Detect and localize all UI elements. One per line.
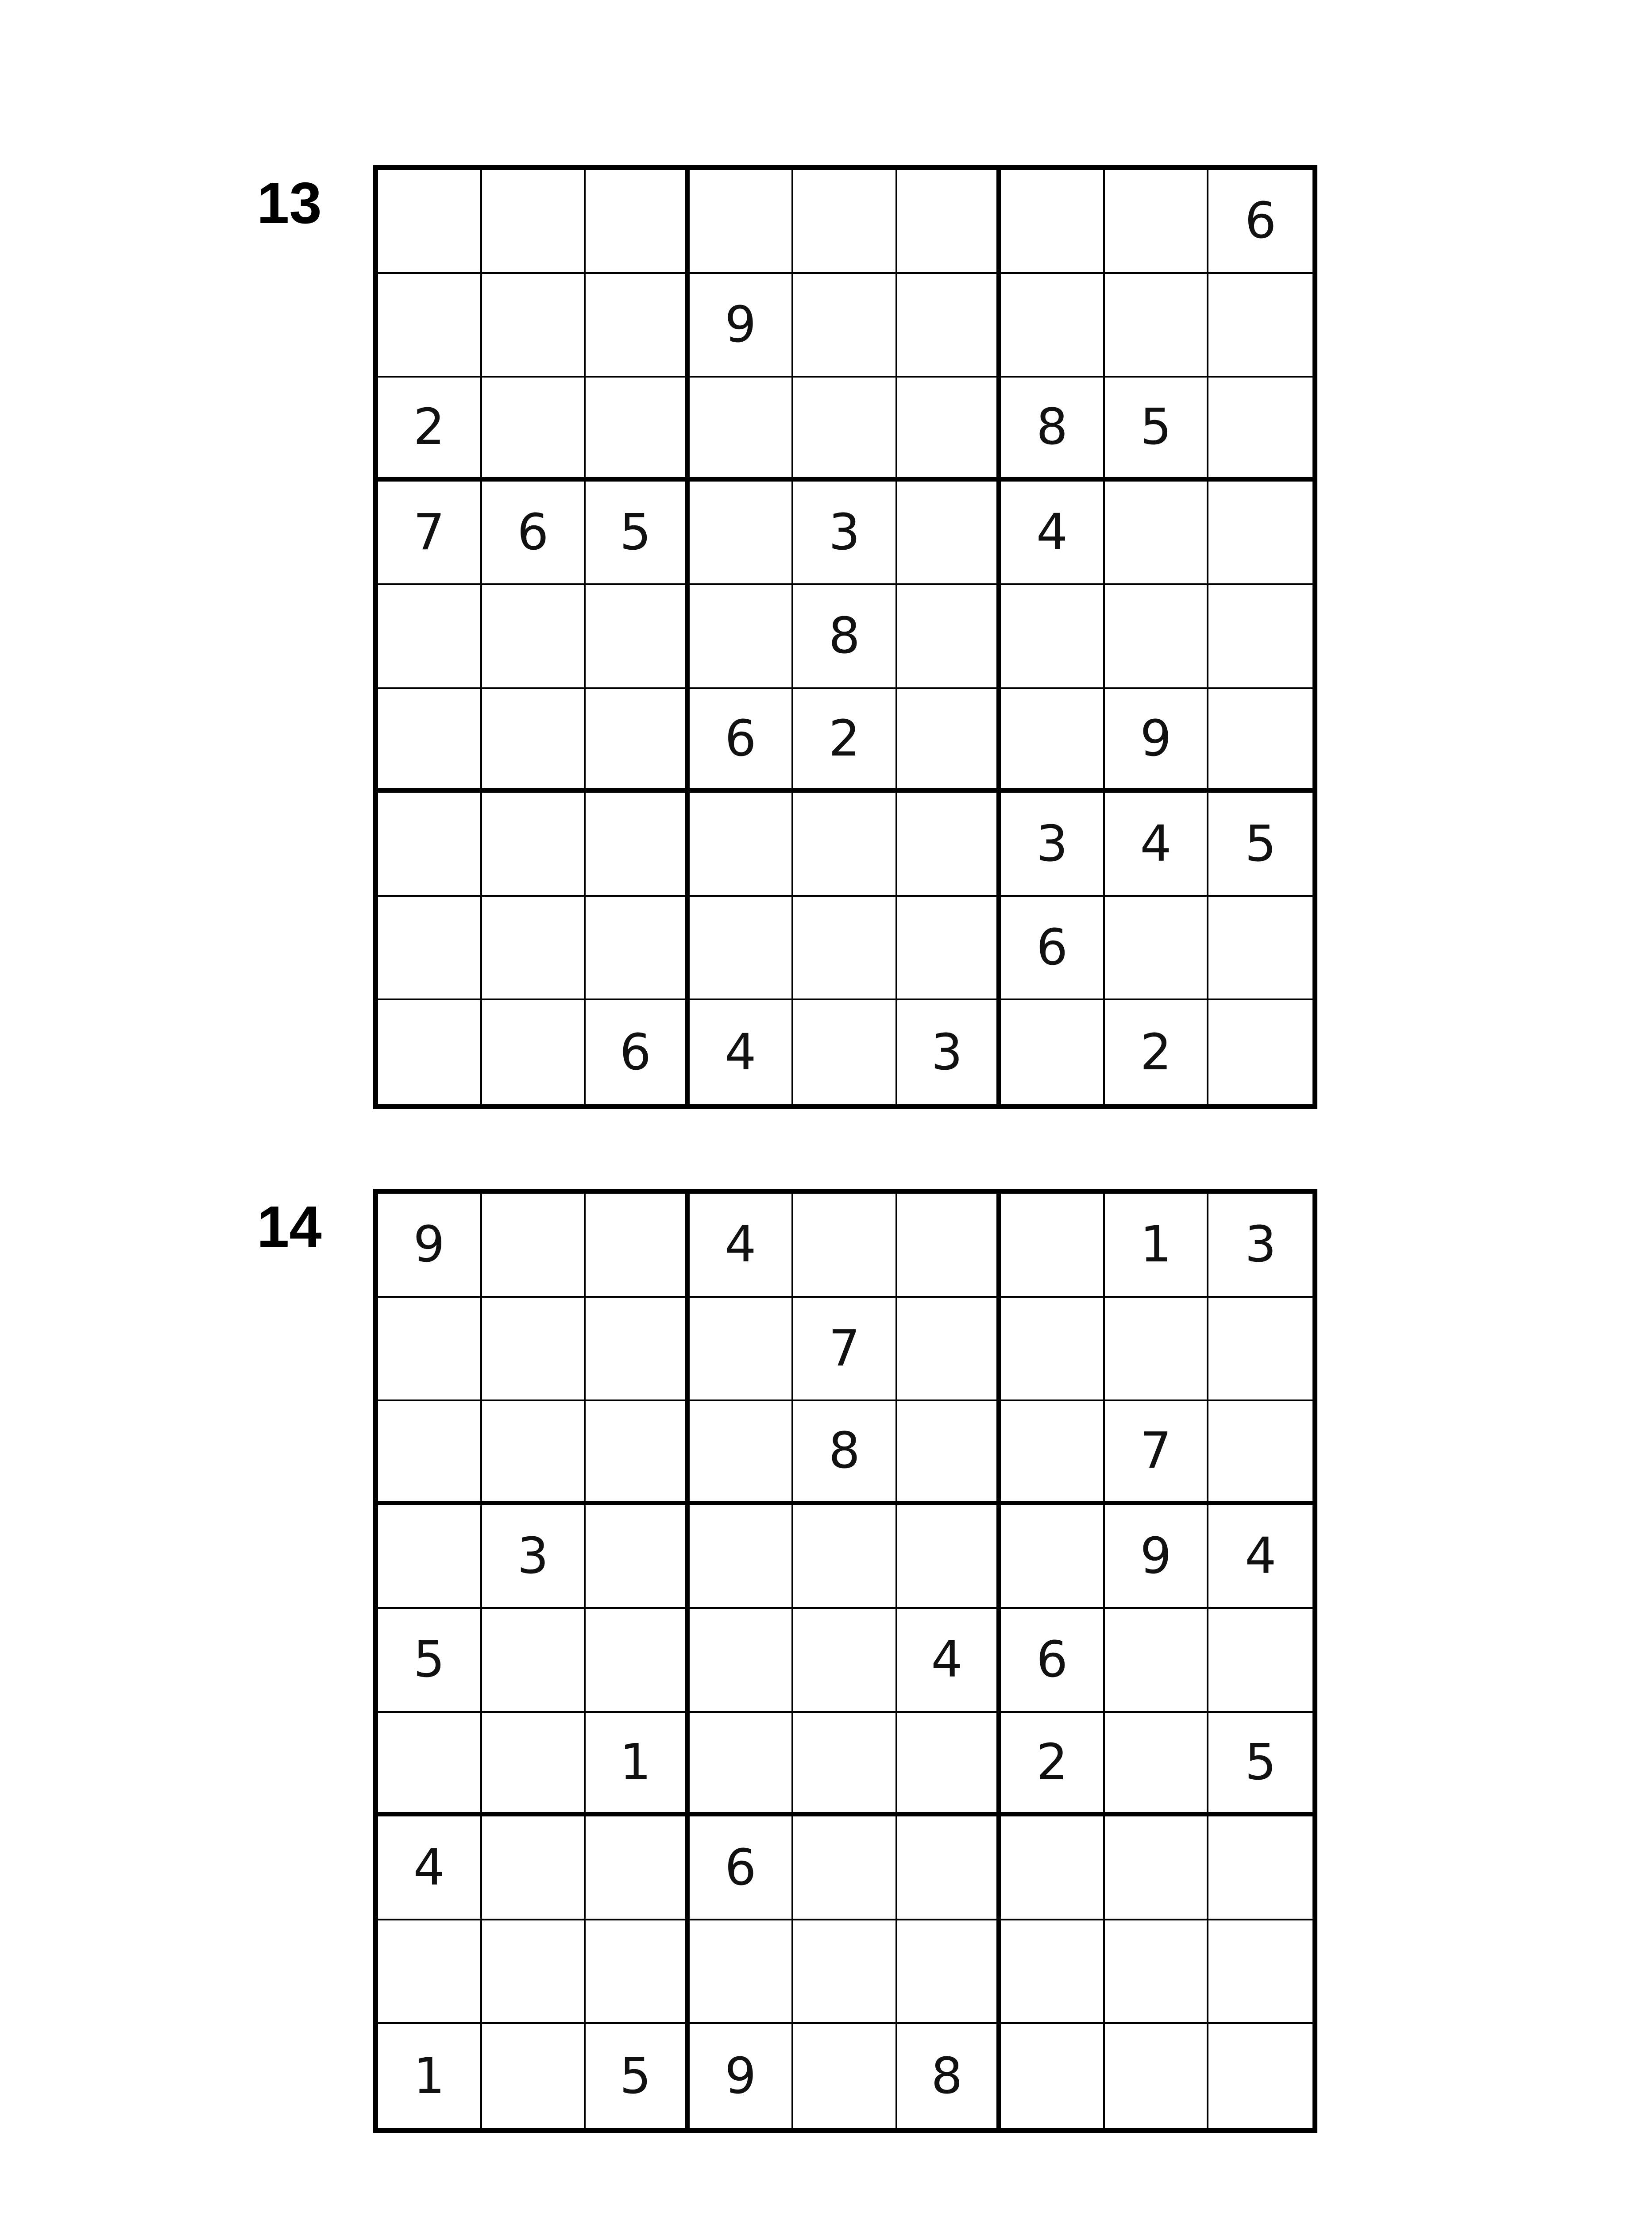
puzzle-number: 13 bbox=[257, 170, 322, 235]
sudoku-cell-r4-c1[interactable]: 7 bbox=[378, 482, 482, 586]
sudoku-cell-r9-c4[interactable]: 9 bbox=[690, 2024, 794, 2128]
sudoku-cell-r6-c2[interactable] bbox=[482, 1713, 586, 1817]
sudoku-cell-r5-c1[interactable]: 5 bbox=[378, 1609, 482, 1713]
sudoku-cell-r5-c6[interactable] bbox=[897, 585, 1001, 689]
sudoku-puzzle-14 bbox=[0, 1189, 1652, 2136]
sudoku-cell-r5-c7[interactable] bbox=[1001, 585, 1105, 689]
sudoku-cell-r6-c4[interactable] bbox=[690, 1713, 794, 1817]
sudoku-cell-r2-c1[interactable] bbox=[378, 274, 482, 378]
sudoku-cell-r3-c3[interactable] bbox=[586, 378, 690, 482]
sudoku-cell-r1-c7[interactable] bbox=[1001, 1194, 1105, 1298]
sudoku-cell-r3-c1[interactable] bbox=[378, 1401, 482, 1505]
sudoku-cell-r7-c2[interactable] bbox=[482, 1816, 586, 1920]
sudoku-cell-r2-c8[interactable] bbox=[1105, 1298, 1209, 1402]
sudoku-cell-r4-c2[interactable]: 3 bbox=[482, 1505, 586, 1609]
sudoku-cell-r9-c4[interactable]: 4 bbox=[690, 1000, 794, 1104]
sudoku-cell-r2-c1[interactable] bbox=[378, 1298, 482, 1402]
sudoku-cell-r5-c9[interactable] bbox=[1208, 1609, 1312, 1713]
sudoku-cell-r6-c5[interactable] bbox=[793, 1713, 897, 1817]
sudoku-cell-r6-c3[interactable]: 1 bbox=[586, 1713, 690, 1817]
sudoku-cell-r7-c3[interactable] bbox=[586, 1816, 690, 1920]
sudoku-cell-r8-c5[interactable] bbox=[793, 1920, 897, 2024]
sudoku-cell-r5-c6[interactable]: 4 bbox=[897, 1609, 1001, 1713]
sudoku-cell-r7-c6[interactable] bbox=[897, 1816, 1001, 1920]
sudoku-cell-r9-c9[interactable] bbox=[1208, 1000, 1312, 1104]
sudoku-cell-r5-c8[interactable] bbox=[1105, 1609, 1209, 1713]
sudoku-cell-r5-c3[interactable] bbox=[586, 1609, 690, 1713]
sudoku-cell-r8-c7[interactable] bbox=[1001, 1920, 1105, 2024]
sudoku-cell-r1-c1[interactable]: 9 bbox=[378, 1194, 482, 1298]
sudoku-cell-r1-c2[interactable] bbox=[482, 1194, 586, 1298]
sudoku-cell-r4-c3[interactable]: 5 bbox=[586, 482, 690, 586]
sudoku-cell-r4-c1[interactable] bbox=[378, 1505, 482, 1609]
sudoku-cell-r6-c6[interactable] bbox=[897, 689, 1001, 793]
sudoku-cell-r7-c6[interactable] bbox=[897, 793, 1001, 897]
puzzle-number: 14 bbox=[257, 1194, 322, 1259]
sudoku-cell-r2-c8[interactable] bbox=[1105, 274, 1209, 378]
sudoku-cell-r8-c9[interactable] bbox=[1208, 1920, 1312, 2024]
sudoku-cell-r2-c3[interactable] bbox=[586, 1298, 690, 1402]
sudoku-cell-r1-c2[interactable] bbox=[482, 170, 586, 274]
sudoku-cell-r2-c5[interactable]: 7 bbox=[793, 1298, 897, 1402]
sudoku-cell-r8-c9[interactable] bbox=[1208, 897, 1312, 1001]
sudoku-cell-r1-c4[interactable]: 4 bbox=[690, 1194, 794, 1298]
sudoku-cell-r7-c2[interactable] bbox=[482, 793, 586, 897]
sudoku-cell-r6-c4[interactable]: 6 bbox=[690, 689, 794, 793]
sudoku-cell-r8-c5[interactable] bbox=[793, 897, 897, 1001]
sudoku-cell-r5-c7[interactable]: 6 bbox=[1001, 1609, 1105, 1713]
sudoku-cell-r2-c5[interactable] bbox=[793, 274, 897, 378]
sudoku-cell-r2-c2[interactable] bbox=[482, 1298, 586, 1402]
sudoku-cell-r5-c4[interactable] bbox=[690, 585, 794, 689]
sudoku-cell-r9-c6[interactable]: 3 bbox=[897, 1000, 1001, 1104]
sudoku-cell-r2-c7[interactable] bbox=[1001, 274, 1105, 378]
sudoku-cell-r1-c7[interactable] bbox=[1001, 170, 1105, 274]
sudoku-cell-r8-c1[interactable] bbox=[378, 1920, 482, 2024]
sudoku-grid bbox=[373, 1189, 1317, 2133]
sudoku-cell-r7-c9[interactable] bbox=[1208, 1816, 1312, 1920]
sudoku-cell-r4-c4[interactable] bbox=[690, 1505, 794, 1609]
sudoku-cell-r6-c9[interactable]: 5 bbox=[1208, 1713, 1312, 1817]
sudoku-cell-r8-c8[interactable] bbox=[1105, 897, 1209, 1001]
sudoku-cell-r8-c7[interactable]: 6 bbox=[1001, 897, 1105, 1001]
sudoku-cell-r2-c4[interactable] bbox=[690, 1298, 794, 1402]
sudoku-cell-r8-c2[interactable] bbox=[482, 1920, 586, 2024]
sudoku-cell-r9-c2[interactable] bbox=[482, 2024, 586, 2128]
sudoku-cell-r9-c3[interactable]: 5 bbox=[586, 2024, 690, 2128]
sudoku-cell-r3-c4[interactable] bbox=[690, 1401, 794, 1505]
sudoku-cell-r5-c8[interactable] bbox=[1105, 585, 1209, 689]
sudoku-cell-r5-c1[interactable] bbox=[378, 585, 482, 689]
sudoku-cell-r8-c4[interactable] bbox=[690, 897, 794, 1001]
sudoku-cell-r4-c6[interactable] bbox=[897, 482, 1001, 586]
sudoku-cell-r5-c2[interactable] bbox=[482, 585, 586, 689]
sudoku-cell-r2-c4[interactable]: 9 bbox=[690, 274, 794, 378]
sudoku-cell-r6-c9[interactable] bbox=[1208, 689, 1312, 793]
sudoku-cell-r2-c2[interactable] bbox=[482, 274, 586, 378]
sudoku-cell-r4-c5[interactable]: 3 bbox=[793, 482, 897, 586]
sudoku-cell-r7-c5[interactable] bbox=[793, 793, 897, 897]
sudoku-cell-r7-c4[interactable]: 6 bbox=[690, 1816, 794, 1920]
sudoku-cell-r2-c3[interactable] bbox=[586, 274, 690, 378]
sudoku-cell-r6-c1[interactable] bbox=[378, 1713, 482, 1817]
sudoku-cell-r4-c7[interactable]: 4 bbox=[1001, 482, 1105, 586]
sudoku-cell-r3-c4[interactable] bbox=[690, 378, 794, 482]
sudoku-cell-r7-c1[interactable]: 4 bbox=[378, 1816, 482, 1920]
sudoku-cell-r8-c8[interactable] bbox=[1105, 1920, 1209, 2024]
sudoku-cell-r9-c7[interactable] bbox=[1001, 1000, 1105, 1104]
sudoku-cell-r4-c7[interactable] bbox=[1001, 1505, 1105, 1609]
sudoku-cell-r7-c3[interactable] bbox=[586, 793, 690, 897]
sudoku-cell-r3-c7[interactable] bbox=[1001, 1401, 1105, 1505]
sudoku-cell-r8-c6[interactable] bbox=[897, 1920, 1001, 2024]
sudoku-cell-r7-c1[interactable] bbox=[378, 793, 482, 897]
sudoku-cell-r8-c1[interactable] bbox=[378, 897, 482, 1001]
sudoku-cell-r1-c4[interactable] bbox=[690, 170, 794, 274]
sudoku-cell-r6-c3[interactable] bbox=[586, 689, 690, 793]
sudoku-cell-r5-c5[interactable] bbox=[793, 1609, 897, 1713]
sudoku-cell-r3-c2[interactable] bbox=[482, 378, 586, 482]
sudoku-cell-r9-c9[interactable] bbox=[1208, 2024, 1312, 2128]
sudoku-cell-r6-c2[interactable] bbox=[482, 689, 586, 793]
sudoku-cell-r4-c9[interactable]: 4 bbox=[1208, 1505, 1312, 1609]
sudoku-cell-r1-c3[interactable] bbox=[586, 1194, 690, 1298]
sudoku-puzzle-13 bbox=[0, 165, 1652, 1112]
sudoku-cell-r1-c9[interactable]: 6 bbox=[1208, 170, 1312, 274]
sudoku-cell-r5-c4[interactable] bbox=[690, 1609, 794, 1713]
sudoku-cell-r2-c9[interactable] bbox=[1208, 1298, 1312, 1402]
sudoku-cell-r6-c8[interactable]: 9 bbox=[1105, 689, 1209, 793]
sudoku-cell-r1-c9[interactable]: 3 bbox=[1208, 1194, 1312, 1298]
sudoku-cell-r2-c6[interactable] bbox=[897, 1298, 1001, 1402]
sudoku-cell-r3-c8[interactable]: 7 bbox=[1105, 1401, 1209, 1505]
sudoku-cell-r7-c8[interactable] bbox=[1105, 1816, 1209, 1920]
sudoku-cell-r9-c3[interactable]: 6 bbox=[586, 1000, 690, 1104]
sudoku-cell-r3-c9[interactable] bbox=[1208, 1401, 1312, 1505]
sudoku-cell-r1-c8[interactable]: 1 bbox=[1105, 1194, 1209, 1298]
sudoku-cell-r3-c5[interactable]: 8 bbox=[793, 1401, 897, 1505]
sudoku-cell-r4-c4[interactable] bbox=[690, 482, 794, 586]
sudoku-grid bbox=[373, 165, 1317, 1109]
sudoku-cell-r9-c8[interactable] bbox=[1105, 2024, 1209, 2128]
sudoku-cell-r1-c3[interactable] bbox=[586, 170, 690, 274]
sudoku-cell-r7-c4[interactable] bbox=[690, 793, 794, 897]
sudoku-cell-r3-c9[interactable] bbox=[1208, 378, 1312, 482]
sudoku-cell-r4-c6[interactable] bbox=[897, 1505, 1001, 1609]
sudoku-cell-r9-c5[interactable] bbox=[793, 2024, 897, 2128]
sudoku-cell-r2-c7[interactable] bbox=[1001, 1298, 1105, 1402]
sudoku-cell-r7-c8[interactable]: 4 bbox=[1105, 793, 1209, 897]
sudoku-cell-r6-c6[interactable] bbox=[897, 1713, 1001, 1817]
sudoku-cell-r4-c5[interactable] bbox=[793, 1505, 897, 1609]
sudoku-cell-r3-c3[interactable] bbox=[586, 1401, 690, 1505]
sudoku-cell-r9-c1[interactable] bbox=[378, 1000, 482, 1104]
sudoku-cell-r9-c8[interactable]: 2 bbox=[1105, 1000, 1209, 1104]
sudoku-cell-r3-c7[interactable]: 8 bbox=[1001, 378, 1105, 482]
sudoku-cell-r6-c5[interactable]: 2 bbox=[793, 689, 897, 793]
sudoku-cell-r1-c5[interactable] bbox=[793, 170, 897, 274]
sudoku-cell-r6-c7[interactable] bbox=[1001, 689, 1105, 793]
sudoku-cell-r1-c8[interactable] bbox=[1105, 170, 1209, 274]
sudoku-cell-r7-c5[interactable] bbox=[793, 1816, 897, 1920]
sudoku-cell-r6-c8[interactable] bbox=[1105, 1713, 1209, 1817]
sudoku-cell-r1-c6[interactable] bbox=[897, 1194, 1001, 1298]
sudoku-cell-r1-c1[interactable] bbox=[378, 170, 482, 274]
sudoku-cell-r5-c9[interactable] bbox=[1208, 585, 1312, 689]
sudoku-cell-r8-c3[interactable] bbox=[586, 897, 690, 1001]
sudoku-cell-r3-c8[interactable]: 5 bbox=[1105, 378, 1209, 482]
sudoku-cell-r9-c7[interactable] bbox=[1001, 2024, 1105, 2128]
sudoku-cell-r5-c5[interactable]: 8 bbox=[793, 585, 897, 689]
sudoku-cell-r6-c7[interactable]: 2 bbox=[1001, 1713, 1105, 1817]
sudoku-cell-r3-c5[interactable] bbox=[793, 378, 897, 482]
sudoku-cell-r8-c4[interactable] bbox=[690, 1920, 794, 2024]
sudoku-cell-r4-c8[interactable]: 9 bbox=[1105, 1505, 1209, 1609]
sudoku-cell-r3-c6[interactable] bbox=[897, 1401, 1001, 1505]
sudoku-cell-r9-c5[interactable] bbox=[793, 1000, 897, 1104]
sudoku-cell-r9-c2[interactable] bbox=[482, 1000, 586, 1104]
sudoku-cell-r7-c7[interactable] bbox=[1001, 1816, 1105, 1920]
sudoku-cell-r8-c3[interactable] bbox=[586, 1920, 690, 2024]
sudoku-cell-r2-c6[interactable] bbox=[897, 274, 1001, 378]
sudoku-cell-r1-c5[interactable] bbox=[793, 1194, 897, 1298]
sudoku-cell-r5-c2[interactable] bbox=[482, 1609, 586, 1713]
sudoku-cell-r3-c6[interactable] bbox=[897, 378, 1001, 482]
sudoku-cell-r3-c1[interactable]: 2 bbox=[378, 378, 482, 482]
sudoku-cell-r3-c2[interactable] bbox=[482, 1401, 586, 1505]
sudoku-cell-r4-c2[interactable]: 6 bbox=[482, 482, 586, 586]
sudoku-cell-r6-c1[interactable] bbox=[378, 689, 482, 793]
sudoku-cell-r7-c7[interactable]: 3 bbox=[1001, 793, 1105, 897]
sudoku-cell-r9-c1[interactable]: 1 bbox=[378, 2024, 482, 2128]
sudoku-cell-r8-c2[interactable] bbox=[482, 897, 586, 1001]
sudoku-cell-r4-c8[interactable] bbox=[1105, 482, 1209, 586]
sudoku-cell-r5-c3[interactable] bbox=[586, 585, 690, 689]
sudoku-cell-r7-c9[interactable]: 5 bbox=[1208, 793, 1312, 897]
sudoku-cell-r8-c6[interactable] bbox=[897, 897, 1001, 1001]
sudoku-cell-r4-c9[interactable] bbox=[1208, 482, 1312, 586]
sudoku-cell-r2-c9[interactable] bbox=[1208, 274, 1312, 378]
sudoku-cell-r4-c3[interactable] bbox=[586, 1505, 690, 1609]
sudoku-cell-r9-c6[interactable]: 8 bbox=[897, 2024, 1001, 2128]
sudoku-cell-r1-c6[interactable] bbox=[897, 170, 1001, 274]
